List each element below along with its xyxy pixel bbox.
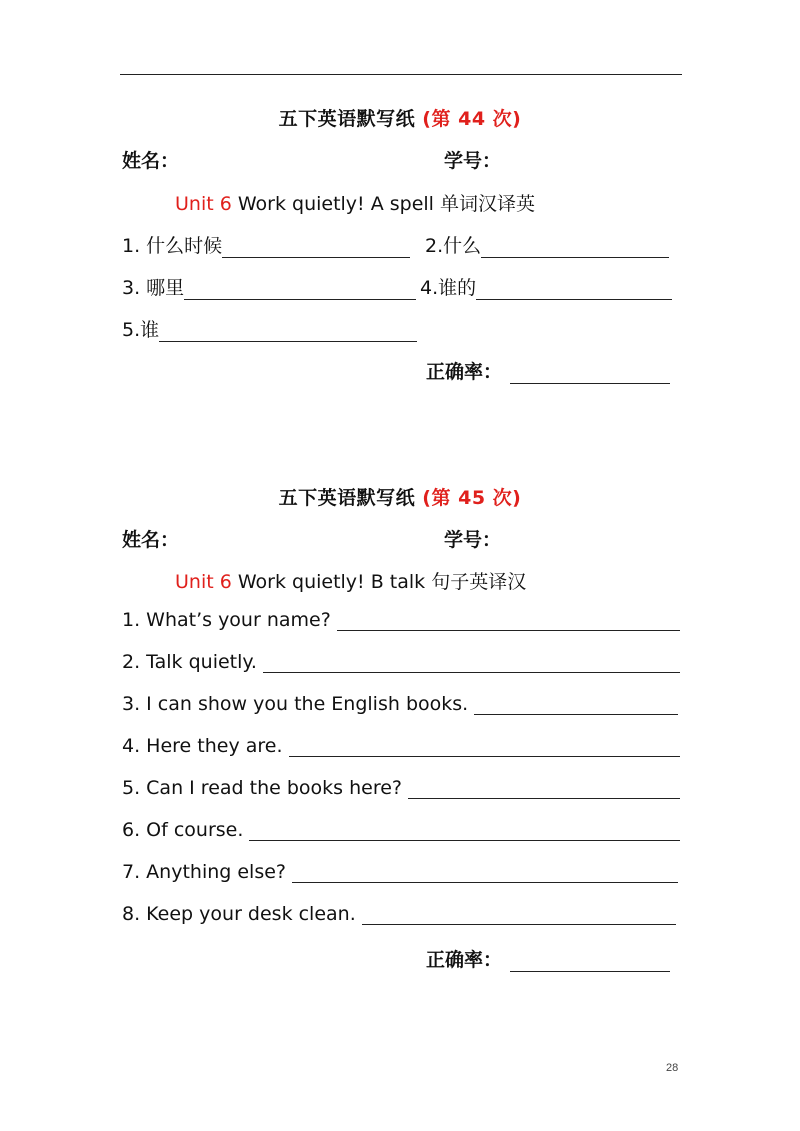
worksheet-45-unit-rest: Work quietly! B talk 句子英译汉 [231,571,527,593]
item-prompt: 8. Keep your desk clean. [122,903,356,925]
worksheet-44-item-4 [420,273,672,300]
worksheet-45-item-2 [122,651,680,673]
worksheet-45-unit: Unit 6 [175,571,232,593]
worksheet-45-accuracy [426,945,670,972]
worksheet-45-item-5 [122,777,680,799]
page-number: 28 [666,1062,679,1074]
answer-blank[interactable] [408,780,680,799]
worksheet-45-unit-line [175,567,526,594]
worksheet-45-item-4 [122,735,680,757]
worksheet-44-item-2 [425,231,669,258]
worksheet-45-id-label: 学号： [444,529,502,551]
answer-blank[interactable] [292,864,678,883]
worksheet-44-title [0,104,800,131]
item-prompt: 1. 什么时候 [122,235,223,257]
worksheet-44-number: (第 44 次) [422,108,522,130]
item-prompt: 3. 哪里 [122,277,185,299]
accuracy-blank[interactable] [510,953,670,972]
answer-blank[interactable] [476,281,672,300]
worksheet-45-item-8 [122,903,676,925]
worksheet-44-unit: Unit 6 [175,193,232,215]
accuracy-blank[interactable] [510,365,670,384]
answer-blank[interactable] [184,281,416,300]
worksheet-44-unit-line [175,189,535,216]
item-prompt: 5.谁 [122,319,160,341]
worksheet-45-item-3 [122,693,678,715]
answer-blank[interactable] [474,696,678,715]
item-prompt: 4.谁的 [420,277,477,299]
item-prompt: 6. Of course. [122,819,244,841]
worksheet-44-item-5 [122,315,417,342]
worksheet-45-name-label: 姓名： [122,529,180,551]
accuracy-label: 正确率： [426,361,503,383]
worksheet-44-name-label: 姓名： [122,150,180,172]
worksheet-45-title [0,483,800,510]
worksheet-44-item-3 [122,273,416,300]
worksheet-44-title-text: 五下英语默写纸 [278,108,416,130]
worksheet-44-item-1 [122,231,410,258]
answer-blank[interactable] [289,738,681,757]
answer-blank[interactable] [263,654,680,673]
worksheet-44-accuracy [426,357,670,384]
item-prompt: 2. Talk quietly. [122,651,257,673]
item-prompt: 2.什么 [425,235,482,257]
worksheet-44-unit-rest: Work quietly! A spell 单词汉译英 [231,193,535,215]
worksheet-45-item-7 [122,861,678,883]
worksheet-45-number: (第 45 次) [422,487,522,509]
worksheet-45-item-1 [122,609,680,631]
item-prompt: 7. Anything else? [122,861,287,883]
answer-blank[interactable] [481,239,669,258]
accuracy-label: 正确率： [426,949,503,971]
item-prompt: 1. What’s your name? [122,609,331,631]
item-prompt: 4. Here they are. [122,735,283,757]
answer-blank[interactable] [362,906,676,925]
item-prompt: 3. I can show you the English books. [122,693,469,715]
item-prompt: 5. Can I read the books here? [122,777,402,799]
answer-blank[interactable] [222,239,410,258]
top-rule [120,74,682,75]
worksheet-45-item-6 [122,819,680,841]
worksheet-44-id-label: 学号： [444,150,502,172]
answer-blank[interactable] [159,323,417,342]
answer-blank[interactable] [249,822,680,841]
answer-blank[interactable] [337,612,680,631]
worksheet-45-title-text: 五下英语默写纸 [278,487,416,509]
